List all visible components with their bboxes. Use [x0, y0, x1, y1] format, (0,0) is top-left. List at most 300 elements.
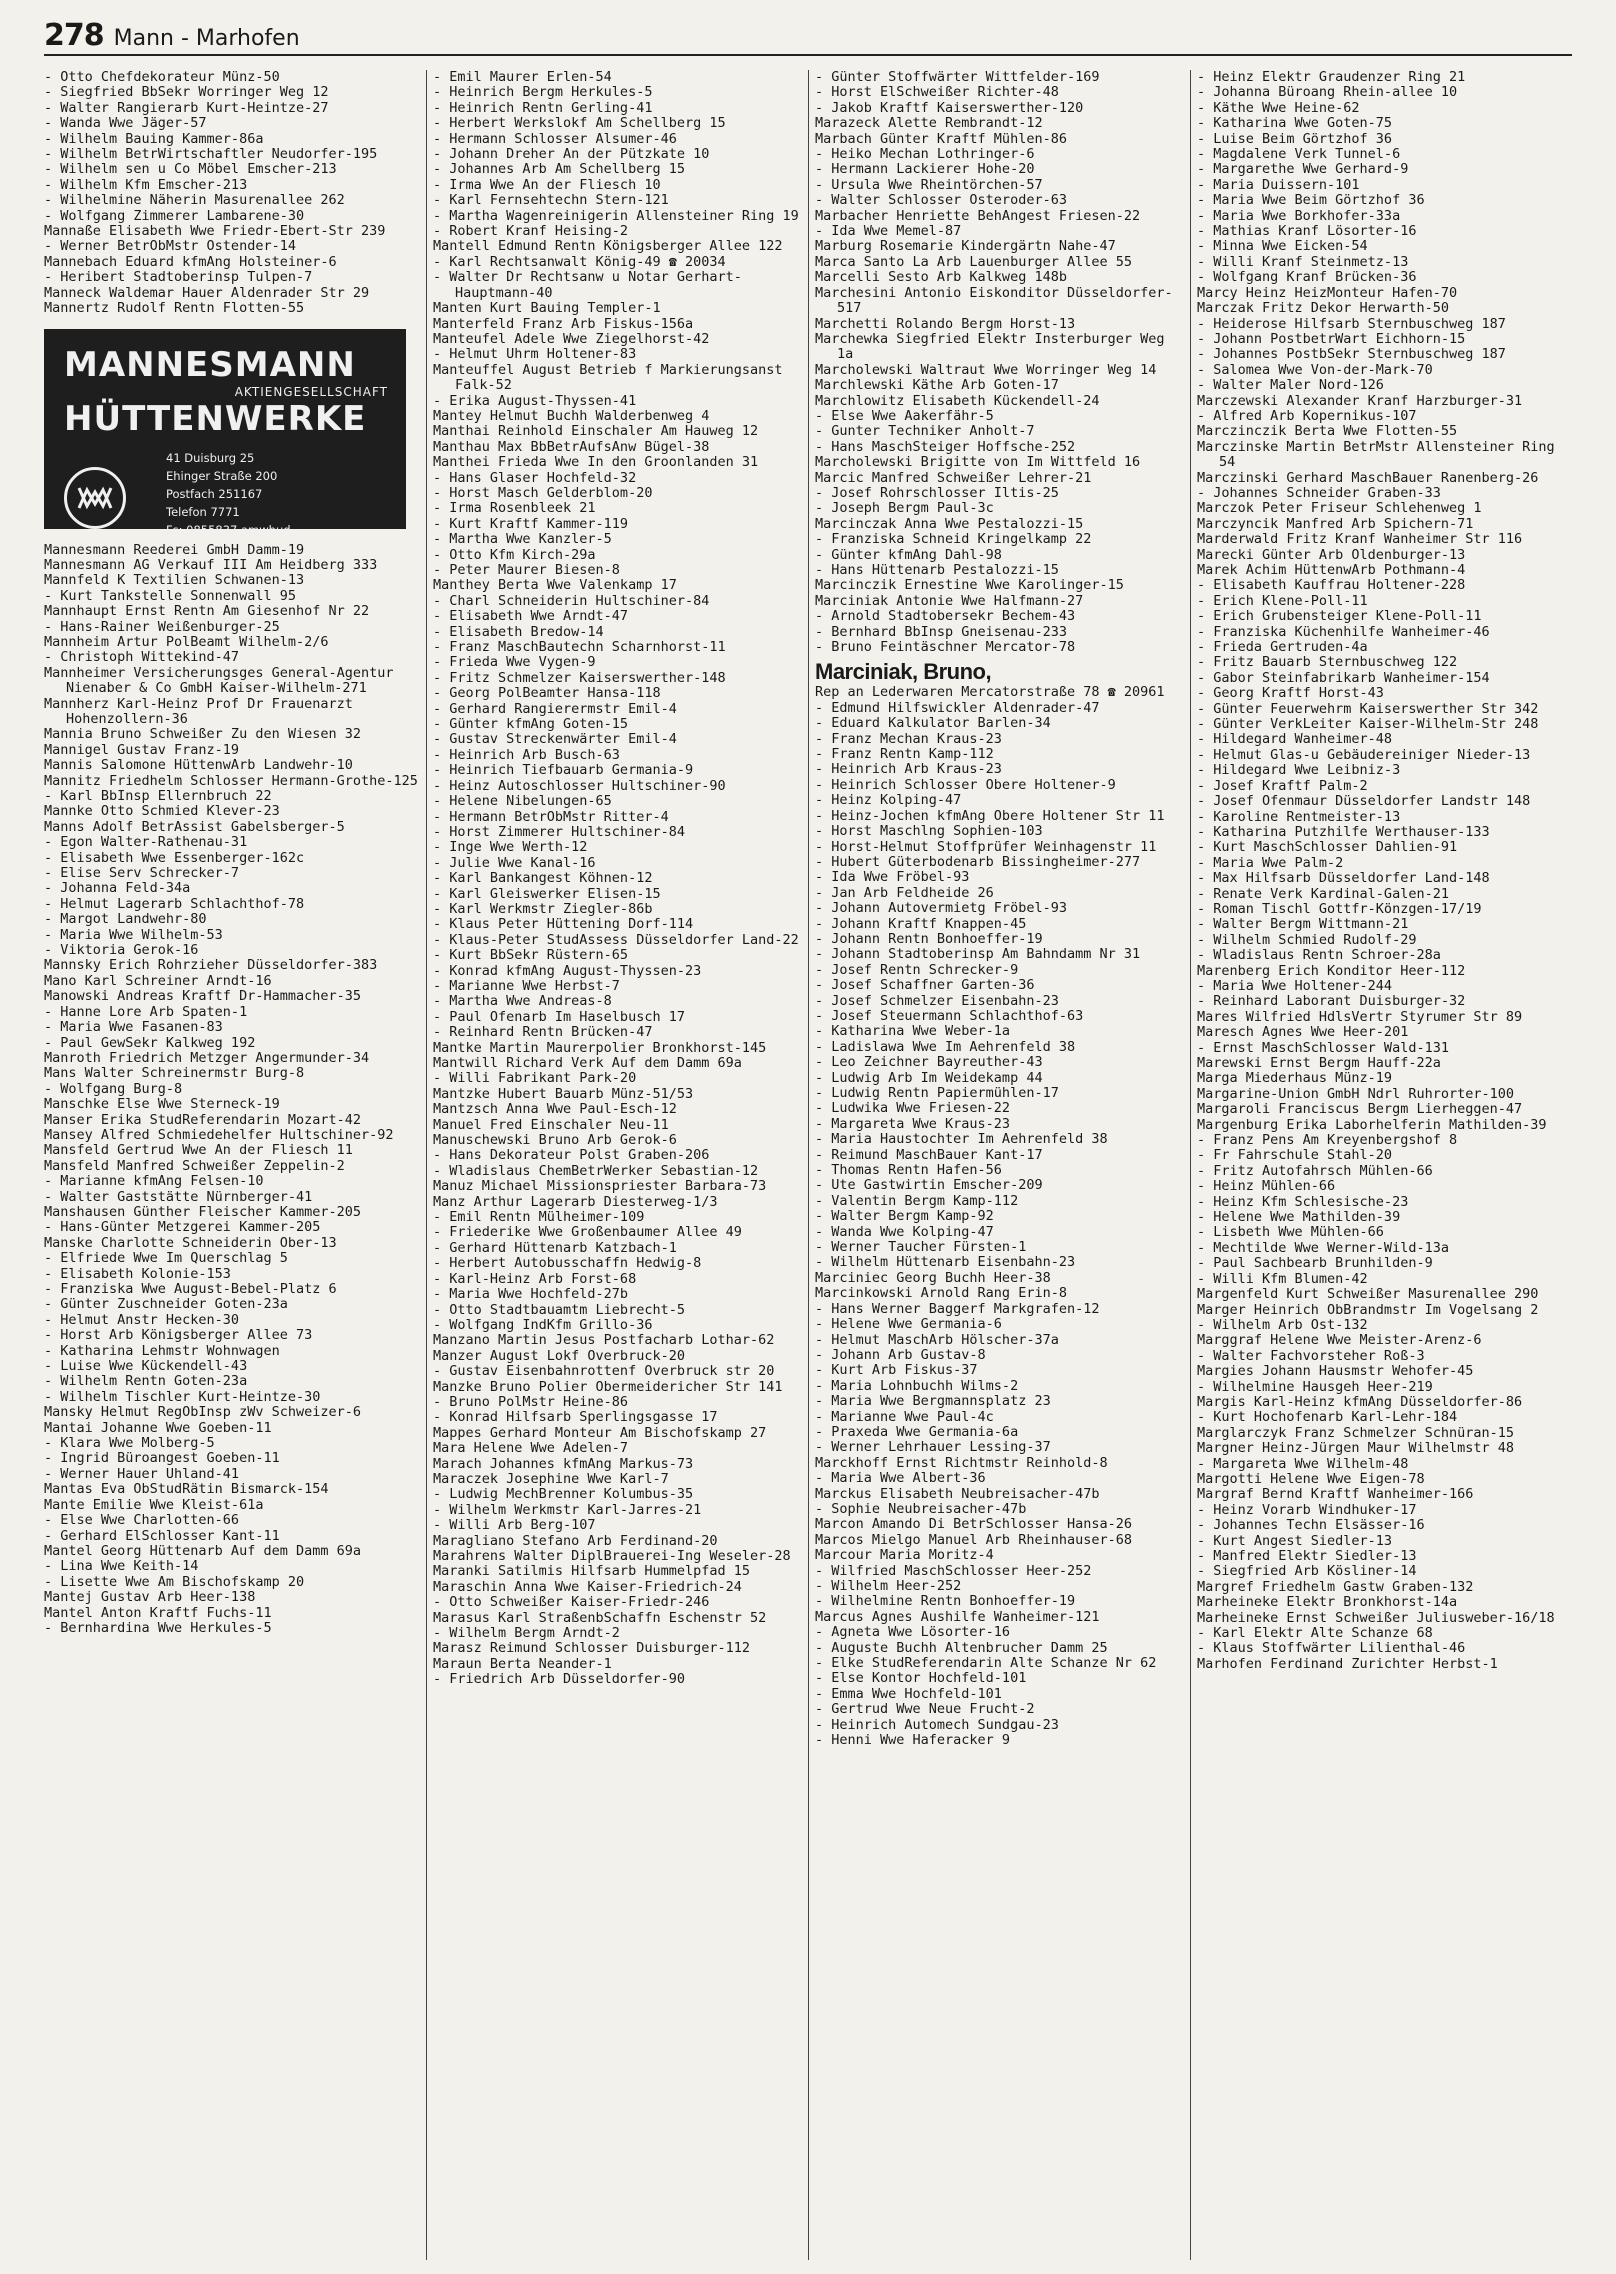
- directory-entry: - Henni Wwe Haferacker 9: [815, 1732, 1011, 1749]
- directory-entry: - Walter Maler Nord-126: [1197, 377, 1384, 394]
- directory-entry: - Heinrich Automech Sundgau-23: [815, 1716, 1059, 1733]
- directory-entry: - Helene Nibelungen-65: [433, 793, 612, 810]
- directory-entry: - Georg PolBeamter Hansa-118: [433, 685, 661, 702]
- directory-entry: Manschke Else Wwe Sterneck-19: [44, 1096, 280, 1113]
- directory-entry: Manthei Frieda Wwe In den Groonlanden 31: [433, 454, 759, 471]
- directory-entry: - Johann Dreher An der Pützkate 10: [433, 146, 710, 163]
- directory-entry: - Heribert Stadtoberinsp Tulpen-7: [44, 269, 313, 286]
- directory-entry: - Egon Walter-Rathenau-31: [44, 834, 248, 851]
- directory-entry: - Kurt Tankstelle Sonnenwall 95: [44, 587, 296, 604]
- directory-entry: - Wanda Wwe Kolping-47: [815, 1223, 994, 1240]
- directory-entry: - Lisbeth Wwe Mühlen-66: [1197, 1224, 1384, 1241]
- directory-entry: Marga Miederhaus Münz-19: [1197, 1070, 1393, 1087]
- directory-entry: Mannsky Erich Rohrzieher Düsseldorfer-383: [44, 957, 378, 974]
- directory-entry: Maragliano Stefano Arb Ferdinand-20: [433, 1532, 718, 1549]
- directory-entry: Marger Heinrich ObBrandmstr Im Vogelsang 2: [1197, 1301, 1539, 1318]
- directory-entry: - Elisabeth Kauffrau Holtener-228: [1197, 577, 1466, 594]
- directory-entry: - Eduard Kalkulator Barlen-34: [815, 715, 1051, 732]
- directory-entry: - Martha Wwe Andreas-8: [433, 993, 612, 1010]
- column-2: [426, 70, 808, 2260]
- directory-entry: - Kurt Kraftf Kammer-119: [433, 515, 629, 532]
- column-3-entries: [815, 70, 1184, 1748]
- directory-entry: - Heiderose Hilfsarb Sternbuschweg 187: [1197, 315, 1506, 332]
- directory-entry: - Josef Rohrschlosser Iltis-25: [815, 484, 1059, 501]
- directory-entry: Maraschin Anna Wwe Kaiser-Friedrich-24: [433, 1578, 742, 1595]
- directory-entry: - Wilhelm sen u Co Möbel Emscher-213: [44, 161, 337, 178]
- directory-entry: - Josef Schmelzer Eisenbahn-23: [815, 992, 1059, 1009]
- directory-entry: - Elisabeth Kolonie-153: [44, 1265, 231, 1282]
- directory-entry: Mansfeld Manfred Schweißer Zeppelin-2: [44, 1157, 345, 1174]
- directory-entry: - Gerhard Hüttenarb Katzbach-1: [433, 1239, 677, 1256]
- directory-entry: - Willi Arb Berg-107: [433, 1517, 596, 1534]
- directory-entry: Marcos Mielgo Manuel Arb Rheinhauser-68: [815, 1531, 1132, 1548]
- directory-entry: - Otto Schweißer Kaiser-Friedr-246: [433, 1594, 710, 1611]
- directory-entry: - Roman Tischl Gottfr-Könzgen-17/19: [1197, 900, 1482, 917]
- directory-entry: - Konrad Hilfsarb Sperlingsgasse 17: [433, 1409, 718, 1426]
- directory-entry: Marczyncik Manfred Arb Spichern-71: [1197, 515, 1474, 532]
- directory-entry: - Erika August-Thyssen-41: [433, 392, 637, 409]
- directory-entry: Marckus Elisabeth Neubreisacher-47b: [815, 1485, 1100, 1502]
- column-4-entries: [1197, 70, 1566, 1672]
- directory-entry: - Herbert Werkslokf Am Schellberg 15: [433, 115, 726, 132]
- directory-entry: - Paul Sachbearb Brunhilden-9: [1197, 1255, 1433, 1272]
- directory-entry: - Franz Rentn Kamp-112: [815, 746, 994, 763]
- directory-entry: - Karoline Rentmeister-13: [1197, 808, 1401, 825]
- directory-entry: - Margot Landwehr-80: [44, 911, 207, 928]
- directory-entry: - Erich Grubensteiger Klene-Poll-11: [1197, 608, 1482, 625]
- directory-entry: - Katharina Wwe Goten-75: [1197, 115, 1393, 132]
- directory-entry: - Wilhelm BetrWirtschaftler Neudorfer-195: [44, 146, 378, 163]
- directory-entry: - Heinrich Tiefbauarb Germania-9: [433, 762, 694, 779]
- directory-entry: Mansky Helmut RegObInsp zWv Schweizer-6: [44, 1404, 361, 1421]
- directory-entry: - Kurt Arb Fiskus-37: [815, 1362, 978, 1379]
- directory-entry: - Gerhard Rangierermstr Emil-4: [433, 700, 677, 717]
- directory-entry: Marazeck Alette Rembrandt-12: [815, 115, 1043, 132]
- directory-entry: - Maria Duissern-101: [1197, 176, 1360, 193]
- directory-entry: Marcour Maria Moritz-4: [815, 1547, 994, 1564]
- directory-entry: - Käthe Wwe Heine-62: [1197, 99, 1360, 116]
- directory-entry: Marach Johannes kfmAng Markus-73: [433, 1455, 694, 1472]
- directory-entry: Mantel Georg Hüttenarb Auf dem Damm 69a: [44, 1542, 361, 1559]
- directory-entry: - Wolfgang IndKfm Grillo-36: [433, 1316, 653, 1333]
- directory-entry: Manshausen Günther Fleischer Kammer-205: [44, 1203, 361, 1220]
- directory-entry: - Maria Wwe Palm-2: [1197, 854, 1344, 871]
- directory-entry: - Wilhelm Rentn Goten-23a: [44, 1373, 248, 1390]
- directory-entry: Margies Johann Hausmstr Wehofer-45: [1197, 1363, 1474, 1380]
- directory-entry: - Johannes Schneider Graben-33: [1197, 484, 1441, 501]
- directory-entry: - Marianne kfmAng Felsen-10: [44, 1173, 264, 1190]
- directory-entry: - Maria Wwe Albert-36: [815, 1470, 986, 1487]
- directory-entry: Marcholewski Waltraut Wwe Worringer Weg 14: [815, 361, 1157, 378]
- directory-entry: Mantwill Richard Verk Auf dem Damm 69a: [433, 1055, 742, 1071]
- directory-entry: - Katharina Lehmstr Wohnwagen: [44, 1342, 280, 1359]
- directory-entry: - Maria Wwe Beim Görtzhof 36: [1197, 192, 1425, 209]
- directory-entry: - Wladislaus ChemBetrWerker Sebastian-12: [433, 1162, 759, 1179]
- directory-entry: - Emma Wwe Hochfeld-101: [815, 1685, 1002, 1702]
- directory-entry: - Johannes PostbSekr Sternbuschweg 187: [1197, 346, 1506, 363]
- directory-entry: - Günter Stoffwärter Wittfelder-169: [815, 70, 1100, 85]
- directory-entry: - Bernhardina Wwe Herkules-5: [44, 1619, 272, 1636]
- directory-entry: Mantke Martin Maurerpolier Bronkhorst-145: [433, 1039, 767, 1056]
- directory-entry: Manske Charlotte Schneiderin Ober-13: [44, 1234, 337, 1251]
- directory-entry: - Fritz Bauarb Sternbuschweg 122: [1197, 654, 1458, 671]
- directory-entry: - Horst Masch Gelderblom-20: [433, 484, 653, 501]
- directory-entry: Mannebach Eduard kfmAng Holsteiner-6: [44, 253, 337, 270]
- ad-line: Telefon 7771: [166, 504, 240, 519]
- directory-entry: - Karl Fernsehtechn Stern-121: [433, 192, 669, 209]
- directory-entry: Manz Arthur Lagerarb Diesterweg-1/3: [433, 1193, 718, 1210]
- directory-entry: Margaroli Franciscus Bergm Lierheggen-47: [1197, 1101, 1523, 1118]
- directory-entry: - Klaus Peter Hüttening Dorf-114: [433, 916, 694, 933]
- directory-entry: - Ida Wwe Fröbel-93: [815, 869, 970, 886]
- directory-entry: - Friederike Wwe Großenbaumer Allee 49: [433, 1224, 742, 1241]
- directory-entry: - Praxeda Wwe Germania-6a: [815, 1423, 1019, 1440]
- directory-entry: - Ludwig Arb Im Weidekamp 44: [815, 1069, 1043, 1086]
- directory-entry: Margis Karl-Heinz kfmAng Düsseldorfer-86: [1197, 1393, 1523, 1410]
- directory-entry: - Salomea Wwe Von-der-Mark-70: [1197, 361, 1433, 378]
- directory-entry: - Elke StudReferendarin Alte Schanze Nr 62: [815, 1655, 1157, 1672]
- ad-title: MANNESMANN: [64, 344, 356, 385]
- directory-entry: - Margarethe Wwe Gerhard-9: [1197, 161, 1409, 178]
- directory-entry: - Johann Rentn Bonhoeffer-19: [815, 930, 1043, 947]
- directory-entry: Marek Achim HüttenwArb Pothmann-4: [1197, 562, 1466, 578]
- directory-entry: Marczinski Gerhard MaschBauer Ranenberg-26: [1197, 469, 1539, 486]
- directory-entry: Mantey Helmut Buchh Walderbenweg 4: [433, 407, 710, 424]
- directory-entry: - Kurt Hochofenarb Karl-Lehr-184: [1197, 1409, 1458, 1426]
- directory-entry: - Heinz Kolping-47: [815, 792, 962, 809]
- directory-entry: - Julie Wwe Kanal-16: [433, 854, 596, 871]
- directory-entry: - Johann Stadtoberinsp Am Bahndamm Nr 31: [815, 946, 1141, 963]
- directory-entry: - Emil Maurer Erlen-54: [433, 70, 612, 85]
- column-1-before: [44, 70, 420, 317]
- directory-entry: - Jan Arb Feldheide 26: [815, 884, 994, 901]
- directory-entry: - Fritz Autofahrsch Mühlen-66: [1197, 1162, 1433, 1179]
- directory-entry: Marchewka Siegfried Elektr Insterburger Weg 1a: [815, 330, 1173, 363]
- directory-entry: Marchetti Rolando Bergm Horst-13: [815, 315, 1076, 332]
- directory-entry: - Otto Chefdekorateur Münz-50: [44, 70, 280, 85]
- directory-entry: Manowski Andreas Kraftf Dr-Hammacher-35: [44, 988, 361, 1005]
- directory-entry: - Klaus Stoffwärter Lilienthal-46: [1197, 1640, 1466, 1657]
- ad-line: Postfach 251167: [166, 486, 263, 501]
- directory-entry: - Ludwig Rentn Papiermühlen-17: [815, 1085, 1059, 1101]
- directory-entry: - Hermann Schlosser Alsumer-46: [433, 130, 677, 147]
- directory-entry: - Lisette Wwe Am Bischofskamp 20: [44, 1573, 305, 1590]
- directory-entry: - Else Wwe Charlotten-66: [44, 1512, 240, 1529]
- directory-entry-heading: Marciniak, Bruno,: [815, 659, 992, 685]
- directory-entry: Marahrens Walter DiplBrauerei-Ing Weseler-28: [433, 1548, 791, 1564]
- directory-entry: - Wilhelm Heer-252: [815, 1578, 962, 1594]
- directory-entry: Marcinczik Ernestine Wwe Karolinger-15: [815, 577, 1124, 594]
- directory-entry: Marczewski Alexander Kranf Harzburger-31: [1197, 392, 1523, 409]
- directory-entry: Marcinkowski Arnold Rang Erin-8: [815, 1285, 1067, 1302]
- directory-entry: Manuel Fred Einschaler Neu-11: [433, 1116, 669, 1133]
- directory-entry: Marchlowitz Elisabeth Kückendell-24: [815, 392, 1100, 409]
- directory-entry: - Gertrud Wwe Neue Frucht-2: [815, 1701, 1035, 1718]
- directory-entry: - Ida Wwe Memel-87: [815, 223, 962, 240]
- directory-entry: Manser Erika StudReferendarin Mozart-42: [44, 1111, 361, 1128]
- column-3: [808, 70, 1190, 2260]
- directory-entry: - Charl Schneiderin Hultschiner-84: [433, 592, 710, 609]
- directory-entry: - Gerhard ElSchlosser Kant-11: [44, 1527, 280, 1544]
- directory-entry: - Thomas Rentn Hafen-56: [815, 1162, 1002, 1179]
- directory-entry: - Walter Dr Rechtsanw u Notar Gerhart-Hauptmann-40: [433, 269, 742, 301]
- directory-entry: - Wilhelm Schmied Rudolf-29: [1197, 931, 1417, 948]
- directory-entry: - Margareta Wwe Wilhelm-48: [1197, 1455, 1409, 1472]
- directory-entry: Mappes Gerhard Monteur Am Bischofskamp 27: [433, 1424, 767, 1441]
- directory-entry: - Helmut MaschArb Hölscher-37a: [815, 1331, 1059, 1348]
- directory-entry: - Helmut Anstr Hecken-30: [44, 1311, 240, 1328]
- directory-entry: - Karl Elektr Alte Schanze 68: [1197, 1625, 1433, 1642]
- directory-entry: - Joseph Bergm Paul-3c: [815, 500, 994, 517]
- directory-entry: - Karl BbInsp Ellernbruch 22: [44, 788, 272, 804]
- directory-entry: - Maria Wwe Hochfeld-27b: [433, 1286, 629, 1303]
- directory-entry: - Mathias Kranf Lösorter-16: [1197, 223, 1417, 240]
- directory-entry: Marcy Heinz HeizMonteur Hafen-70: [1197, 284, 1458, 301]
- directory-entry: Manzer August Lokf Overbruck-20: [433, 1347, 685, 1364]
- directory-entry: Mantzsch Anna Wwe Paul-Esch-12: [433, 1101, 677, 1118]
- directory-entry: Marchlewski Käthe Arb Goten-17: [815, 377, 1059, 394]
- ad-address: [166, 449, 291, 539]
- page-number: 278: [44, 18, 104, 53]
- directory-entry: Margenburg Erika Laborhelferin Mathilden-39: [1197, 1116, 1547, 1133]
- directory-entry: - Hildegard Wwe Leibniz-3: [1197, 762, 1401, 779]
- directory-entry: Margraf Bernd Kraftf Wanheimer-166: [1197, 1486, 1474, 1503]
- directory-entry: Maraczek Josephine Wwe Karl-7: [433, 1470, 669, 1487]
- directory-entry: - Elisabeth Wwe Arndt-47: [433, 608, 629, 625]
- directory-entry: - Konrad kfmAng August-Thyssen-23: [433, 962, 702, 979]
- directory-entry: - Elise Serv Schrecker-7: [44, 865, 240, 882]
- directory-entry: Manzano Martin Jesus Postfacharb Lothar-62: [433, 1332, 775, 1349]
- directory-entry: Marcelli Sesto Arb Kalkweg 148b: [815, 269, 1067, 286]
- directory-entry: - Heiko Mechan Lothringer-6: [815, 146, 1035, 163]
- directory-entry: - Mechtilde Wwe Werner-Wild-13a: [1197, 1239, 1449, 1256]
- directory-entry: - Hermann BetrObMstr Ritter-4: [433, 808, 669, 825]
- directory-entry: Mannhaupt Ernst Rentn Am Giesenhof Nr 22: [44, 603, 370, 620]
- directory-entry: - Walter Fachvorsteher Roß-3: [1197, 1347, 1425, 1364]
- directory-entry: - Siegfried BbSekr Worringer Weg 12: [44, 84, 329, 101]
- directory-entry: Marecki Günter Arb Oldenburger-13: [1197, 546, 1466, 563]
- directory-entry: - Willi Kfm Blumen-42: [1197, 1270, 1368, 1287]
- directory-entry: Mannaße Elisabeth Wwe Friedr-Ebert-Str 239: [44, 223, 386, 240]
- directory-entry: Manzke Bruno Polier Obermeidericher Str 141: [433, 1378, 783, 1395]
- directory-entry: Mannigel Gustav Franz-19: [44, 741, 240, 758]
- directory-entry: - Ernst MaschSchlosser Wald-131: [1197, 1039, 1449, 1056]
- directory-entry: - Karl Bankangest Köhnen-12: [433, 870, 653, 887]
- directory-entry: - Franz Pens Am Kreyenbergshof 8: [1197, 1132, 1458, 1149]
- directory-entry: - Reimund MaschBauer Kant-17: [815, 1146, 1043, 1163]
- directory-entry: - Josef Steuermann Schlachthof-63: [815, 1007, 1084, 1024]
- directory-entry: - Ludwig MechBrenner Kolumbus-35: [433, 1486, 694, 1503]
- directory-entry: - Willi Fabrikant Park-20: [433, 1070, 637, 1087]
- directory-entry: Marca Santo La Arb Lauenburger Allee 55: [815, 253, 1132, 270]
- directory-entry: Mantzke Hubert Bauarb Münz-51/53: [433, 1085, 694, 1102]
- directory-entry: - Karl Rechtsanwalt König-49 ☎ 20034: [433, 253, 726, 270]
- directory-entry: - Maria Wwe Fasanen-83: [44, 1019, 223, 1036]
- directory-entry: - Ute Gastwirtin Emscher-209: [815, 1177, 1043, 1194]
- directory-entry: - Elfriede Wwe Im Querschlag 5: [44, 1250, 288, 1267]
- directory-entry: - Heinz Mühlen-66: [1197, 1178, 1336, 1195]
- directory-entry: Mantell Edmund Rentn Königsberger Allee 122: [433, 238, 783, 255]
- directory-entry: - Wilhelm Werkmstr Karl-Jarres-21: [433, 1501, 702, 1518]
- directory-entry: - Hans Hüttenarb Pestalozzi-15: [815, 562, 1059, 578]
- directory-entry: - Luise Wwe Kückendell-43: [44, 1358, 248, 1375]
- directory-entry: Marcholewski Brigitte von Im Wittfeld 16: [815, 454, 1141, 471]
- directory-entry: - Hans Glaser Hochfeld-32: [433, 469, 637, 486]
- directory-entry: - Martha Wwe Kanzler-5: [433, 531, 612, 548]
- column-1-after: [44, 543, 420, 1637]
- directory-entry: - Josef Ofenmaur Düsseldorfer Landstr 148: [1197, 793, 1531, 810]
- directory-entry: - Kurt MaschSchlosser Dahlien-91: [1197, 839, 1458, 856]
- directory-entry: Margref Friedhelm Gastw Graben-132: [1197, 1578, 1474, 1595]
- directory-entry: Mannesmann AG Verkauf III Am Heidberg 333: [44, 556, 378, 573]
- directory-entry: - Josef Kraftf Palm-2: [1197, 777, 1368, 794]
- directory-entry: - Siegfried Arb Kösliner-14: [1197, 1563, 1417, 1580]
- directory-entry: Mannheimer Versicherungsges General-Agentur Nienaber & Co GmbH Kaiser-Wilhelm-271: [44, 664, 402, 697]
- directory-entry: - Gabor Steinfabrikarb Wanheimer-154: [1197, 669, 1490, 686]
- directory-entry: - Maria Wwe Wilhelm-53: [44, 926, 223, 943]
- directory-entry: - Karl Gleiswerker Elisen-15: [433, 885, 661, 902]
- directory-entry: - Renate Verk Kardinal-Galen-21: [1197, 885, 1449, 902]
- directory-entry: - Helmut Lagerarb Schlachthof-78: [44, 895, 305, 912]
- directory-entry: Marasz Reimund Schlosser Duisburger-112: [433, 1640, 750, 1657]
- directory-entry: Mannke Otto Schmied Klever-23: [44, 803, 280, 820]
- directory-entry: - Walter Bergm Wittmann-21: [1197, 916, 1409, 933]
- directory-entry: - Heinz Vorarb Windhuker-17: [1197, 1501, 1417, 1518]
- directory-entry: Marderwald Fritz Kranf Wanheimer Str 116: [1197, 531, 1523, 548]
- directory-entry: Margotti Helene Wwe Eigen-78: [1197, 1470, 1425, 1487]
- directory-entry: - Johannes Techn Elsässer-16: [1197, 1517, 1425, 1534]
- directory-entry: Mannfeld K Textilien Schwanen-13: [44, 572, 305, 589]
- directory-entry: - Maria Wwe Borkhofer-33a: [1197, 207, 1401, 224]
- directory-entry: - Johannes Arb Am Schellberg 15: [433, 161, 685, 178]
- directory-entry: - Edmund Hilfswickler Aldenrader-47: [815, 699, 1100, 716]
- directory-entry: - Peter Maurer Biesen-8: [433, 562, 620, 578]
- directory-entry: - Christoph Wittekind-47: [44, 649, 240, 666]
- directory-entry: Mans Walter Schreinermstr Burg-8: [44, 1065, 305, 1082]
- directory-entry: - Fr Fahrschule Stahl-20: [1197, 1147, 1393, 1164]
- directory-entry: - Kurt BbSekr Rüstern-65: [433, 947, 629, 964]
- directory-entry: - Ladislawa Wwe Im Aehrenfeld 38: [815, 1038, 1076, 1055]
- directory-entry: - Wolfgang Burg-8: [44, 1080, 183, 1097]
- directory-columns: [44, 70, 1572, 2260]
- directory-entry: - Agneta Wwe Lösorter-16: [815, 1624, 1011, 1641]
- directory-entry: Manneck Waldemar Hauer Aldenrader Str 29: [44, 284, 370, 301]
- ad-body: [64, 449, 388, 539]
- directory-entry: Mannertz Rudolf Rentn Flotten-55: [44, 300, 305, 317]
- directory-entry: - Georg Kraftf Horst-43: [1197, 685, 1384, 702]
- directory-entry: - Walter Rangierarb Kurt-Heintze-27: [44, 99, 329, 116]
- directory-entry: - Frieda Gertruden-4a: [1197, 639, 1368, 656]
- directory-entry: - Johann PostbetrWart Eichhorn-15: [1197, 330, 1466, 347]
- directory-entry: - Reinhard Laborant Duisburger-32: [1197, 993, 1466, 1010]
- directory-entry: - Ludwika Wwe Friesen-22: [815, 1100, 1011, 1117]
- ad-line: Fs: 0855837 amwhud: [166, 522, 291, 537]
- directory-entry: Marhofen Ferdinand Zurichter Herbst-1: [1197, 1655, 1498, 1672]
- directory-entry: Manuschewski Bruno Arb Gerok-6: [433, 1132, 677, 1149]
- directory-entry: - Wilhelmine Hausgeh Heer-219: [1197, 1378, 1433, 1395]
- directory-entry: - Heinrich Arb Kraus-23: [815, 761, 1002, 778]
- directory-entry: - Wilhelmine Näherin Masurenallee 262: [44, 192, 345, 209]
- directory-entry: Marggraf Helene Wwe Meister-Arenz-6: [1197, 1332, 1482, 1349]
- directory-entry: - Hildegard Wanheimer-48: [1197, 731, 1393, 748]
- directory-entry: - Horst Maschlng Sophien-103: [815, 823, 1043, 840]
- directory-entry: - Minna Wwe Eicken-54: [1197, 238, 1368, 255]
- directory-entry: Manroth Friedrich Metzger Angermunder-34: [44, 1049, 370, 1066]
- directory-entry: - Franziska Küchenhilfe Wanheimer-46: [1197, 623, 1490, 640]
- directory-entry: - Werner Lehrhauer Lessing-37: [815, 1439, 1051, 1456]
- directory-entry: - Wilhelm Kfm Emscher-213: [44, 176, 248, 193]
- directory-entry: - Helene Wwe Mathilden-39: [1197, 1209, 1401, 1226]
- directory-entry: Mansey Alfred Schmiedehelfer Hultschiner-92: [44, 1126, 394, 1143]
- directory-entry: Marczinske Martin BetrMstr Allensteiner Ring 54: [1197, 438, 1563, 471]
- directory-entry: - Wilhelm Arb Ost-132: [1197, 1316, 1368, 1333]
- directory-entry: - Franziska Wwe August-Bebel-Platz 6: [44, 1281, 337, 1297]
- directory-entry: Marenberg Erich Konditor Heer-112: [1197, 962, 1466, 979]
- directory-entry: - Lina Wwe Keith-14: [44, 1558, 199, 1575]
- directory-entry: Mantel Anton Kraftf Fuchs-11: [44, 1604, 272, 1621]
- directory-entry: Maresch Agnes Wwe Heer-201: [1197, 1024, 1409, 1041]
- directory-entry: - Johann Autovermietg Fröbel-93: [815, 900, 1067, 917]
- directory-entry: - Otto Kfm Kirch-29a: [433, 546, 596, 563]
- directory-entry: - Wolfgang Kranf Brücken-36: [1197, 269, 1417, 286]
- directory-entry: Maranki Satilmis Hilfsarb Hummelpfad 15: [433, 1563, 750, 1580]
- directory-entry: - Heinz Kfm Schlesische-23: [1197, 1193, 1409, 1210]
- directory-entry: Marbach Günter Kraftf Mühlen-86: [815, 130, 1067, 147]
- directory-entry: - Else Wwe Aakerfähr-5: [815, 407, 994, 424]
- directory-entry: - Johanna Büroang Rhein-allee 10: [1197, 84, 1458, 101]
- directory-entry: - Klaus-Peter StudAssess Düsseldorfer Land-22: [433, 931, 799, 948]
- directory-entry: Manteuffel August Betrieb f Markierungsanst Falk-52: [433, 361, 791, 394]
- directory-entry: Marcus Agnes Aushilfe Wanheimer-121: [815, 1608, 1100, 1625]
- directory-entry: - Hans-Günter Metzgerei Kammer-205: [44, 1219, 321, 1236]
- directory-entry: - Fritz Schmelzer Kaiserswerther-148: [433, 669, 726, 686]
- directory-entry: - Josef Rentn Schrecker-9: [815, 961, 1019, 978]
- directory-entry: - Günter VerkLeiter Kaiser-Wilhelm-Str 248: [1197, 716, 1539, 733]
- directory-entry: Maraun Berta Neander-1: [433, 1655, 612, 1672]
- directory-entry: Margner Heinz-Jürgen Maur Wilhelmstr 48: [1197, 1440, 1514, 1457]
- ad-title-2: HÜTTENWERKE: [64, 398, 367, 439]
- directory-entry: - Erich Klene-Poll-11: [1197, 592, 1368, 609]
- directory-entry: - Martha Wagenreinigerin Allensteiner Ring 19: [433, 207, 799, 224]
- directory-entry: - Werner Taucher Fürsten-1: [815, 1239, 1027, 1256]
- directory-entry: Marewski Ernst Bergm Hauff-22a: [1197, 1055, 1441, 1071]
- directory-entry: - Paul Ofenarb Im Haselbusch 17: [433, 1008, 685, 1025]
- directory-entry: - Werner BetrObMstr Ostender-14: [44, 238, 296, 255]
- directory-entry: - Leo Zeichner Bayreuther-43: [815, 1054, 1043, 1071]
- directory-entry: - Wilhelm Bauing Kammer-86a: [44, 130, 264, 147]
- directory-entry: - Hans Dekorateur Polst Graben-206: [433, 1147, 710, 1164]
- directory-entry: - Günter Zuschneider Goten-23a: [44, 1296, 288, 1313]
- directory-entry: - Alfred Arb Kopernikus-107: [1197, 407, 1417, 424]
- directory-entry: - Karl Werkmstr Ziegler-86b: [433, 900, 653, 917]
- directory-entry: - Marianne Wwe Herbst-7: [433, 977, 620, 994]
- directory-entry: - Jakob Kraftf Kaiserswerther-120: [815, 99, 1084, 116]
- directory-entry: - Franz MaschBautechn Scharnhorst-11: [433, 639, 726, 656]
- directory-entry: Mante Emilie Wwe Kleist-61a: [44, 1496, 264, 1513]
- directory-entry: Manterfeld Franz Arb Fiskus-156a: [433, 315, 694, 332]
- directory-entry: - Karl-Heinz Arb Forst-68: [433, 1270, 637, 1287]
- directory-entry: - Wilhelm Tischler Kurt-Heintze-30: [44, 1388, 321, 1405]
- directory-entry: Mannia Bruno Schweißer Zu den Wiesen 32: [44, 726, 361, 743]
- directory-entry: Manuz Michael Missionspriester Barbara-73: [433, 1178, 767, 1195]
- directory-entry: - Inge Wwe Werth-12: [433, 839, 588, 856]
- directory-entry: - Valentin Bergm Kamp-112: [815, 1192, 1019, 1209]
- directory-entry: - Otto Stadtbauamtm Liebrecht-5: [433, 1301, 685, 1318]
- directory-entry: Marciniec Georg Buchh Heer-38: [815, 1269, 1051, 1286]
- directory-entry: Manten Kurt Bauing Templer-1: [433, 300, 661, 317]
- directory-entry: Manthey Berta Wwe Valenkamp 17: [433, 577, 677, 594]
- ad-line: Ehinger Straße 200: [166, 468, 278, 483]
